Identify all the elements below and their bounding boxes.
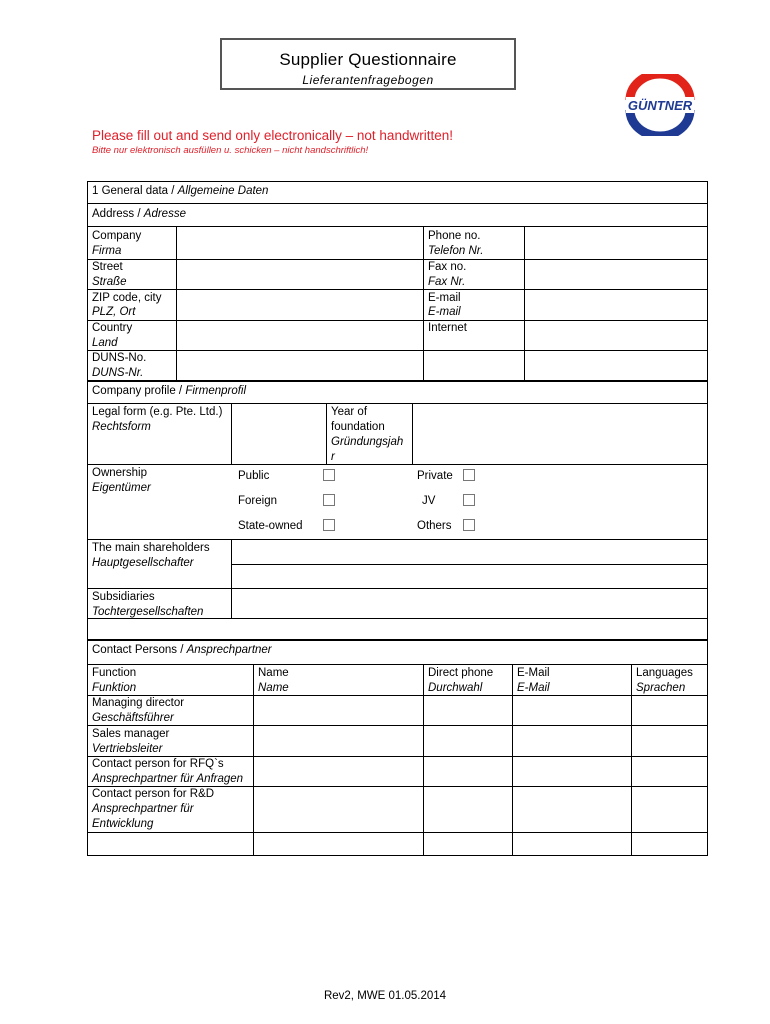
guntner-logo — [624, 74, 696, 136]
shareholders-label: The main shareholders — [92, 542, 210, 554]
legal-form-label: Legal form (e.g. Pte. Ltd.) — [92, 406, 223, 418]
ownership-label-de: Eigentümer — [92, 482, 151, 494]
country-label-de: Land — [92, 337, 118, 349]
page-subtitle: Lieferantenfragebogen — [302, 73, 434, 87]
section-profile-heading: Company profile / Firmenprofil — [92, 385, 247, 397]
legal-form-field[interactable] — [232, 404, 325, 463]
foreign-checkbox[interactable] — [323, 494, 335, 506]
zip-city-field[interactable] — [177, 290, 422, 319]
company-label-de: Firma — [92, 245, 122, 257]
subsidiaries-label-de: Tochtergesellschaften — [92, 606, 204, 618]
subsidiaries-label: Subsidiaries — [92, 591, 155, 603]
duns-label: DUNS-No. — [92, 352, 147, 364]
col-email-header: E-Mail — [517, 667, 550, 679]
option-private-label: Private — [417, 470, 453, 482]
internet-label: Internet — [428, 322, 467, 334]
year-label-2: foundation — [331, 421, 385, 433]
option-foreign-label: Foreign — [238, 495, 277, 507]
option-others-label: Others — [417, 520, 452, 532]
section-contacts-heading: Contact Persons / Ansprechpartner — [92, 644, 272, 656]
row-sales-manager-de: Vertriebsleiter — [92, 743, 163, 755]
country-label: Country — [92, 322, 133, 334]
logo-text: GÜNTNER — [627, 98, 693, 113]
row-sales-manager: Sales manager — [92, 728, 170, 740]
legal-form-label-de: Rechtsform — [92, 421, 151, 433]
phone-label: Phone no. — [428, 230, 481, 242]
shareholders-field-1[interactable] — [232, 540, 707, 564]
option-public-label: Public — [238, 470, 270, 482]
fax-label: Fax no. — [428, 261, 467, 273]
email-label: E-mail — [428, 292, 461, 304]
private-checkbox[interactable] — [463, 469, 475, 481]
street-field[interactable] — [177, 260, 422, 289]
street-label: Street — [92, 261, 123, 273]
page-title: Supplier Questionnaire — [279, 50, 457, 69]
address-heading: Address / Adresse — [92, 208, 186, 220]
rfq-name-field[interactable] — [254, 757, 423, 786]
state-owned-checkbox[interactable] — [323, 519, 335, 531]
notice-english: Please fill out and send only electronically – not handwritten! — [92, 128, 453, 143]
row-rd-contact: Contact person for R&D — [92, 788, 215, 800]
jv-checkbox[interactable] — [463, 494, 475, 506]
fax-field[interactable] — [525, 260, 707, 289]
col-function-header: Function — [92, 667, 137, 679]
rd-name-field[interactable] — [254, 787, 423, 832]
col-function-header-de: Funktion — [92, 682, 137, 694]
row-rd-contact-de-1: Ansprechpartner für — [92, 803, 194, 815]
subsidiaries-field[interactable] — [232, 589, 707, 618]
shareholders-field-2[interactable] — [232, 565, 707, 588]
email-label-de: E-mail — [428, 306, 461, 318]
phone-field[interactable] — [525, 227, 707, 258]
country-field[interactable] — [177, 321, 422, 350]
col-email-header-de: E-Mail — [517, 682, 550, 694]
shareholders-label-de: Hauptgesellschafter — [92, 557, 194, 569]
row-managing-director-de: Geschäftsführer — [92, 712, 174, 724]
form-table — [87, 181, 708, 856]
row-rfq-contact: Contact person for RFQ`s — [92, 758, 224, 770]
company-label: Company — [92, 230, 142, 242]
title-box — [220, 38, 516, 90]
company-field[interactable] — [177, 227, 422, 258]
row-rd-contact-de-2: Entwicklung — [92, 818, 154, 830]
street-label-de: Straße — [92, 276, 127, 288]
zip-label: ZIP code, city — [92, 292, 162, 304]
row-rfq-contact-de: Ansprechpartner für Anfragen — [92, 773, 244, 785]
year-label-1: Year of — [331, 406, 368, 418]
year-label-4: r — [331, 451, 335, 463]
col-phone-header-de: Durchwahl — [428, 682, 483, 694]
col-phone-header: Direct phone — [428, 667, 494, 679]
duns-label-de: DUNS-Nr. — [92, 367, 144, 379]
row-managing-director: Managing director — [92, 697, 185, 709]
revision-footer: Rev2, MWE 01.05.2014 — [323, 990, 447, 1002]
email-field[interactable] — [525, 290, 707, 319]
zip-label-de: PLZ, Ort — [92, 306, 136, 318]
fax-label-de: Fax Nr. — [428, 276, 466, 288]
option-jv-label: JV — [422, 495, 436, 507]
col-name-header-de: Name — [258, 682, 289, 694]
internet-field[interactable] — [525, 321, 707, 350]
ownership-label: Ownership — [92, 467, 147, 479]
col-languages-header-de: Sprachen — [636, 682, 686, 694]
year-of-foundation-field[interactable] — [413, 404, 707, 463]
public-checkbox[interactable] — [323, 469, 335, 481]
col-languages-header: Languages — [636, 667, 693, 679]
section-general-heading: 1 General data / Allgemeine Daten — [92, 185, 269, 197]
year-label-3: Gründungsjah — [331, 436, 404, 448]
duns-field[interactable] — [177, 351, 422, 379]
notice-german: Bitte nur elektronisch ausfüllen u. schicken – nicht handschriftlich! — [92, 145, 369, 156]
option-state-owned-label: State-owned — [238, 520, 303, 532]
phone-label-de: Telefon Nr. — [428, 245, 484, 257]
others-checkbox[interactable] — [463, 519, 475, 531]
col-name-header: Name — [258, 667, 289, 679]
md-name-field[interactable] — [254, 696, 423, 725]
sm-name-field[interactable] — [254, 726, 423, 756]
